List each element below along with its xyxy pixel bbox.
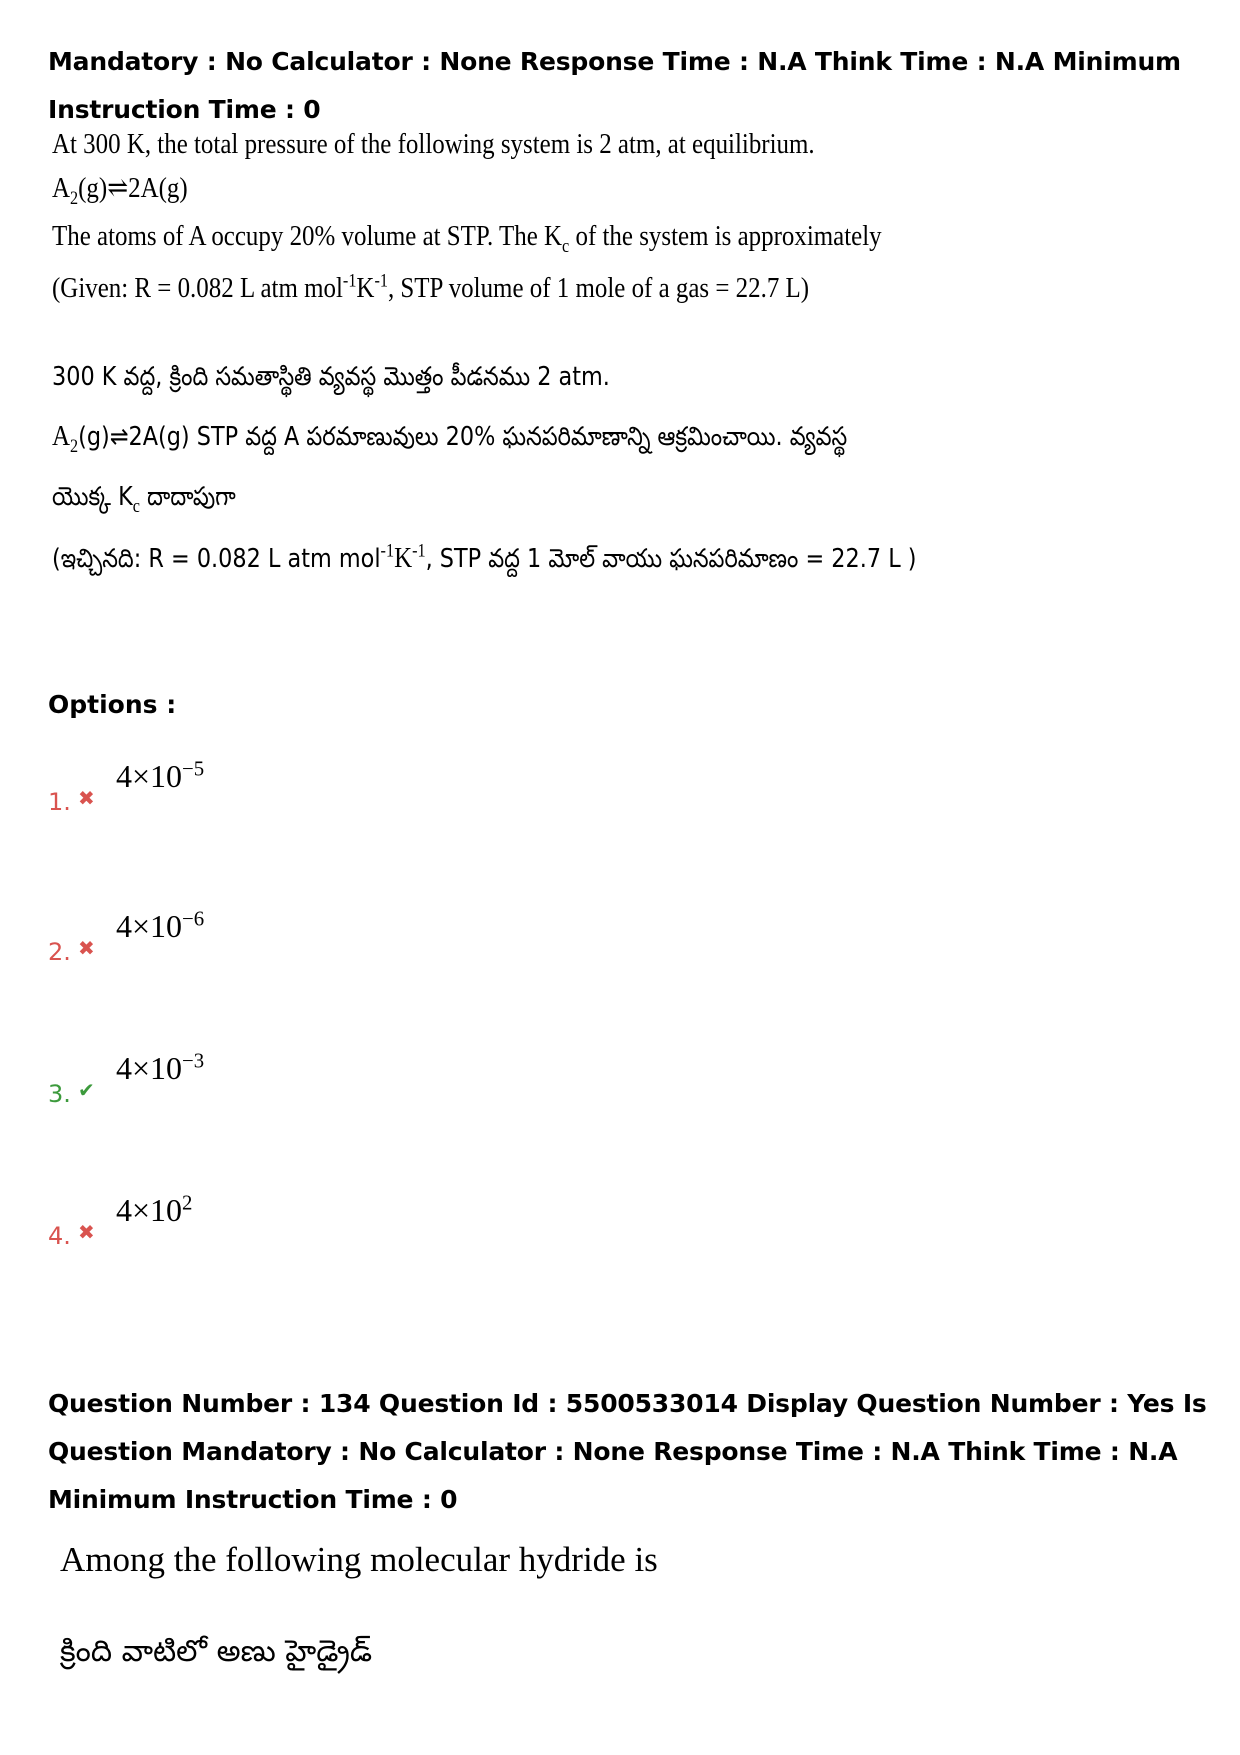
question-text-en-line3 bbox=[52, 220, 882, 257]
value-base: 4×10 bbox=[116, 908, 183, 944]
question-text-te-line2 bbox=[52, 420, 847, 458]
subscript: 2 bbox=[70, 435, 79, 457]
given-data-te bbox=[52, 542, 916, 580]
value-exponent: −3 bbox=[182, 1049, 205, 1073]
option-value bbox=[116, 908, 204, 945]
superscript: -1 bbox=[380, 540, 395, 562]
cross-icon: ✖ bbox=[78, 1220, 95, 1244]
telugu-line: 300 K వద్ద, క్రింది సమతాస్థితి వ్యవస్థ మొత్తం పీడనము 2 atm. bbox=[52, 362, 610, 392]
given-part: K bbox=[394, 542, 413, 574]
cross-icon: ✖ bbox=[78, 936, 95, 960]
telugu-line: దాదాపుగా bbox=[139, 482, 236, 512]
subscript: c bbox=[562, 235, 570, 257]
superscript: -1 bbox=[412, 540, 426, 562]
options-label: Options : bbox=[48, 690, 177, 719]
question-meta-header-134: Question Number : 134 Question Id : 5500533014 Display Question Number : Yes Is Question Mandatory : No Calculator : None Response Time : N.A Think Time : N.A Minimum Instruction Time : 0 bbox=[48, 1389, 1207, 1514]
reaction-part: A bbox=[52, 172, 71, 204]
reaction-equation bbox=[52, 170, 188, 209]
given-part: , STP volume of 1 mole of a gas = 22.7 L) bbox=[387, 272, 810, 304]
option-number: 1. bbox=[48, 788, 71, 816]
option-value bbox=[116, 1192, 192, 1229]
telugu-line: క్రింది వాటిలో అణు హైడ్రైడ్ bbox=[60, 1634, 373, 1669]
subscript: 2 bbox=[70, 187, 79, 209]
telugu-line: (g)⇌2A(g) STP వద్ద A పరమాణువులు 20% ఘనపరిమాణాన్ని ఆక్రమించాయి. వ్యవస్థ bbox=[78, 422, 848, 452]
option-number: 3. bbox=[48, 1080, 71, 1108]
question-line: The atoms of A occupy 20% volume at STP. The K bbox=[52, 220, 563, 252]
question-meta-header: Mandatory : No Calculator : None Response Time : N.A Think Time : N.A Minimum Instruction Time : 0 bbox=[48, 47, 1181, 124]
option-value bbox=[116, 758, 204, 795]
question-text-en-line1 bbox=[52, 128, 815, 161]
option-number: 2. bbox=[48, 938, 71, 966]
value-exponent: −6 bbox=[182, 907, 205, 931]
question-text-te-line1 bbox=[52, 360, 610, 398]
value-base: 4×10 bbox=[116, 1192, 183, 1228]
option-2[interactable] bbox=[48, 908, 448, 968]
option-1[interactable] bbox=[48, 758, 448, 818]
superscript: -1 bbox=[374, 270, 388, 292]
question-text-te-134 bbox=[60, 1630, 372, 1676]
value-base: 4×10 bbox=[116, 758, 183, 794]
question-text-en-134: Among the following molecular hydride is bbox=[60, 1540, 658, 1579]
check-icon: ✔ bbox=[78, 1078, 95, 1102]
telugu-line: యొక్క K bbox=[52, 482, 133, 512]
given-part: (Given: R = 0.082 L atm mol bbox=[52, 272, 343, 304]
superscript: -1 bbox=[342, 270, 357, 292]
cross-icon: ✖ bbox=[78, 786, 95, 810]
option-value bbox=[116, 1050, 204, 1087]
question-text-te-line3 bbox=[52, 480, 236, 518]
value-exponent: −5 bbox=[182, 757, 205, 781]
reaction-part: (g)⇌2A(g) bbox=[78, 172, 188, 204]
value-exponent: 2 bbox=[182, 1191, 193, 1215]
given-data-en bbox=[52, 272, 809, 305]
question-line: At 300 K, the total pressure of the following system is 2 atm, at equilibrium. bbox=[52, 128, 815, 160]
question-line: of the system is approximately bbox=[569, 220, 882, 252]
subscript: c bbox=[132, 495, 140, 517]
option-3[interactable] bbox=[48, 1050, 448, 1110]
given-part: , STP వద్ద 1 మోల్ వాయు ఘనపరిమాణం = 22.7 L ) bbox=[425, 544, 917, 574]
value-base: 4×10 bbox=[116, 1050, 183, 1086]
given-part: (ఇచ్చినది: R = 0.082 L atm mol bbox=[52, 544, 381, 574]
given-part: K bbox=[356, 272, 375, 304]
reaction-part: A bbox=[52, 420, 71, 452]
option-4[interactable] bbox=[48, 1192, 448, 1252]
option-number: 4. bbox=[48, 1222, 71, 1250]
